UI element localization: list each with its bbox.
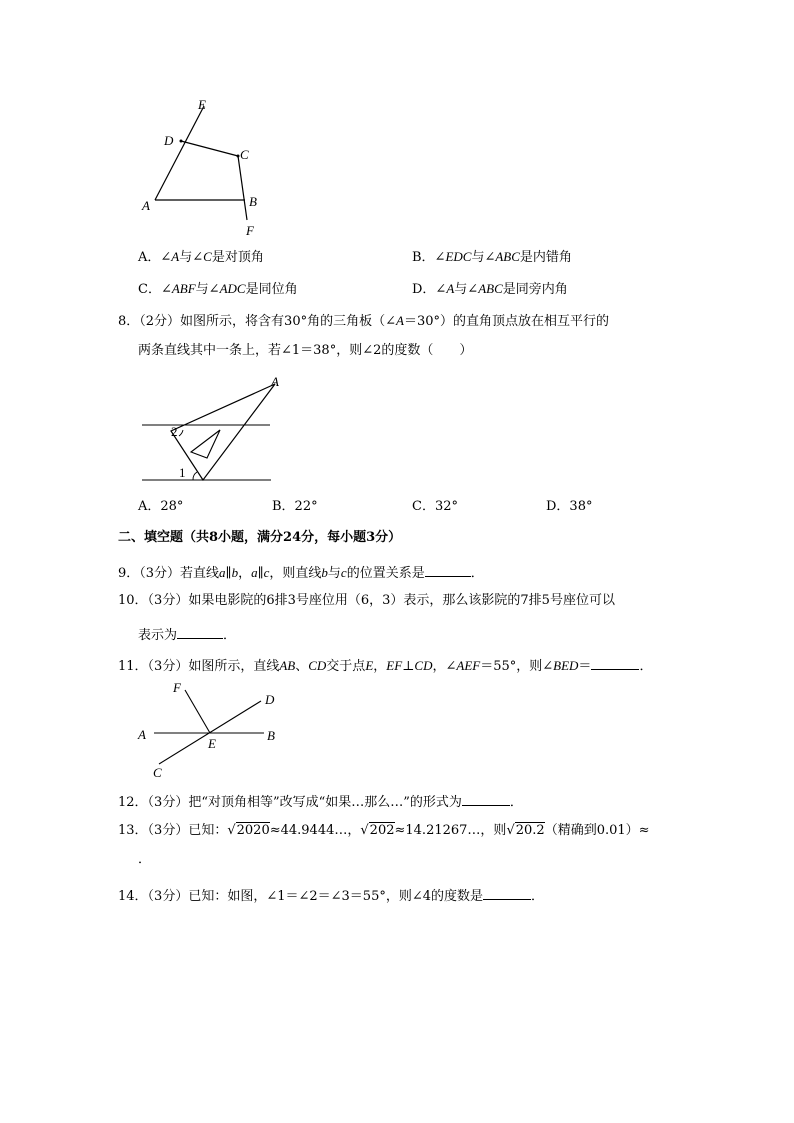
q13-stem: 13．（3分）已知：√2020≈44.9444…，√202≈14.21267…，则√20.2（精确到0.01）≈ [118, 823, 650, 838]
radicand-20-2: 20.2 [515, 823, 545, 838]
q7-option-d[interactable]: D．∠A与∠ABC是同旁内角 [412, 281, 568, 297]
line-CF [238, 156, 247, 220]
q7-option-b[interactable]: B．∠EDC与∠ABC是内错角 [412, 249, 572, 265]
q14-answer-blank[interactable] [483, 885, 531, 900]
q7-option-c[interactable]: C．∠ABF与∠ADC是同位角 [138, 281, 298, 297]
section-heading-fill-in: 二、填空题（共8小题，满分24分，每小题3分） [118, 530, 402, 545]
triangle-inner [191, 430, 220, 458]
q12-stem: 12．（3分）把“对顶角相等”改写成“如果…那么…”的形式为 ． [118, 791, 523, 811]
label-D: D [164, 133, 174, 148]
label-A: A [271, 374, 279, 389]
figure-triangle-ruler [135, 368, 295, 488]
triangle-outer [171, 384, 275, 480]
q8-option-d[interactable]: D．38° [546, 499, 593, 514]
q7-option-a[interactable]: A．∠A与∠C是对顶角 [138, 249, 264, 265]
line-DC [181, 141, 238, 156]
q11-answer-blank[interactable] [591, 655, 639, 670]
sqrt-symbol-1: √ [227, 823, 236, 838]
label-F: F [173, 680, 181, 695]
q14-stem: 14．（3分）已知：如图，∠1＝∠2＝∠3＝55°，则∠4的度数是 ． [118, 885, 544, 905]
q10-stem-line2: 表示为 ． [138, 624, 236, 644]
label-E: E [198, 97, 206, 112]
q8-stem-line2: 两条直线其中一条上，若∠1＝38°，则∠2的度数（ ） [138, 343, 473, 358]
sqrt-symbol-2: √ [360, 823, 369, 838]
q10-answer-blank[interactable] [177, 624, 223, 639]
label-B: B [249, 194, 257, 209]
line-EF [185, 690, 210, 733]
radicand-2020: 2020 [236, 823, 270, 838]
label-C: C [240, 147, 249, 162]
label-angle-2: 2 [171, 424, 178, 439]
q9-answer-blank[interactable] [425, 562, 471, 577]
figure-quadrilateral [135, 95, 275, 240]
q8-option-a[interactable]: A．28° [138, 499, 184, 514]
q8-option-c[interactable]: C．32° [412, 499, 458, 514]
q8-option-b[interactable]: B．22° [272, 499, 318, 514]
q13-end-period: ． [138, 852, 152, 867]
q12-answer-blank[interactable] [462, 791, 510, 806]
radicand-202: 202 [369, 823, 395, 838]
q9-stem: 9．（3分）若直线a∥b，a∥c，则直线b与c的位置关系是 ． [118, 562, 484, 582]
q10-stem-line1: 10．（3分）如果电影院的6排3号座位用（6，3）表示，那么该影院的7排5号座位可以 [118, 593, 615, 608]
label-angle-1: 1 [179, 465, 186, 480]
q8-stem-line1: 8．（2分）如图所示，将含有30°角的三角板（∠A＝30°）的直角顶点放在相互平行的 [118, 313, 609, 329]
label-D: D [265, 692, 275, 707]
label-A: A [138, 727, 146, 742]
label-F: F [246, 223, 254, 238]
line-EA [155, 106, 204, 200]
q11-stem: 11．（3分）如图所示，直线AB、CD交于点E，EF⊥CD，∠AEF＝55°，则∠BED＝ ． [118, 655, 652, 675]
label-A: A [142, 198, 150, 213]
sqrt-symbol-3: √ [506, 823, 515, 838]
label-C: C [153, 765, 162, 780]
label-E: E [208, 736, 216, 751]
label-B: B [267, 728, 275, 743]
figure-intersecting-lines [132, 678, 292, 783]
